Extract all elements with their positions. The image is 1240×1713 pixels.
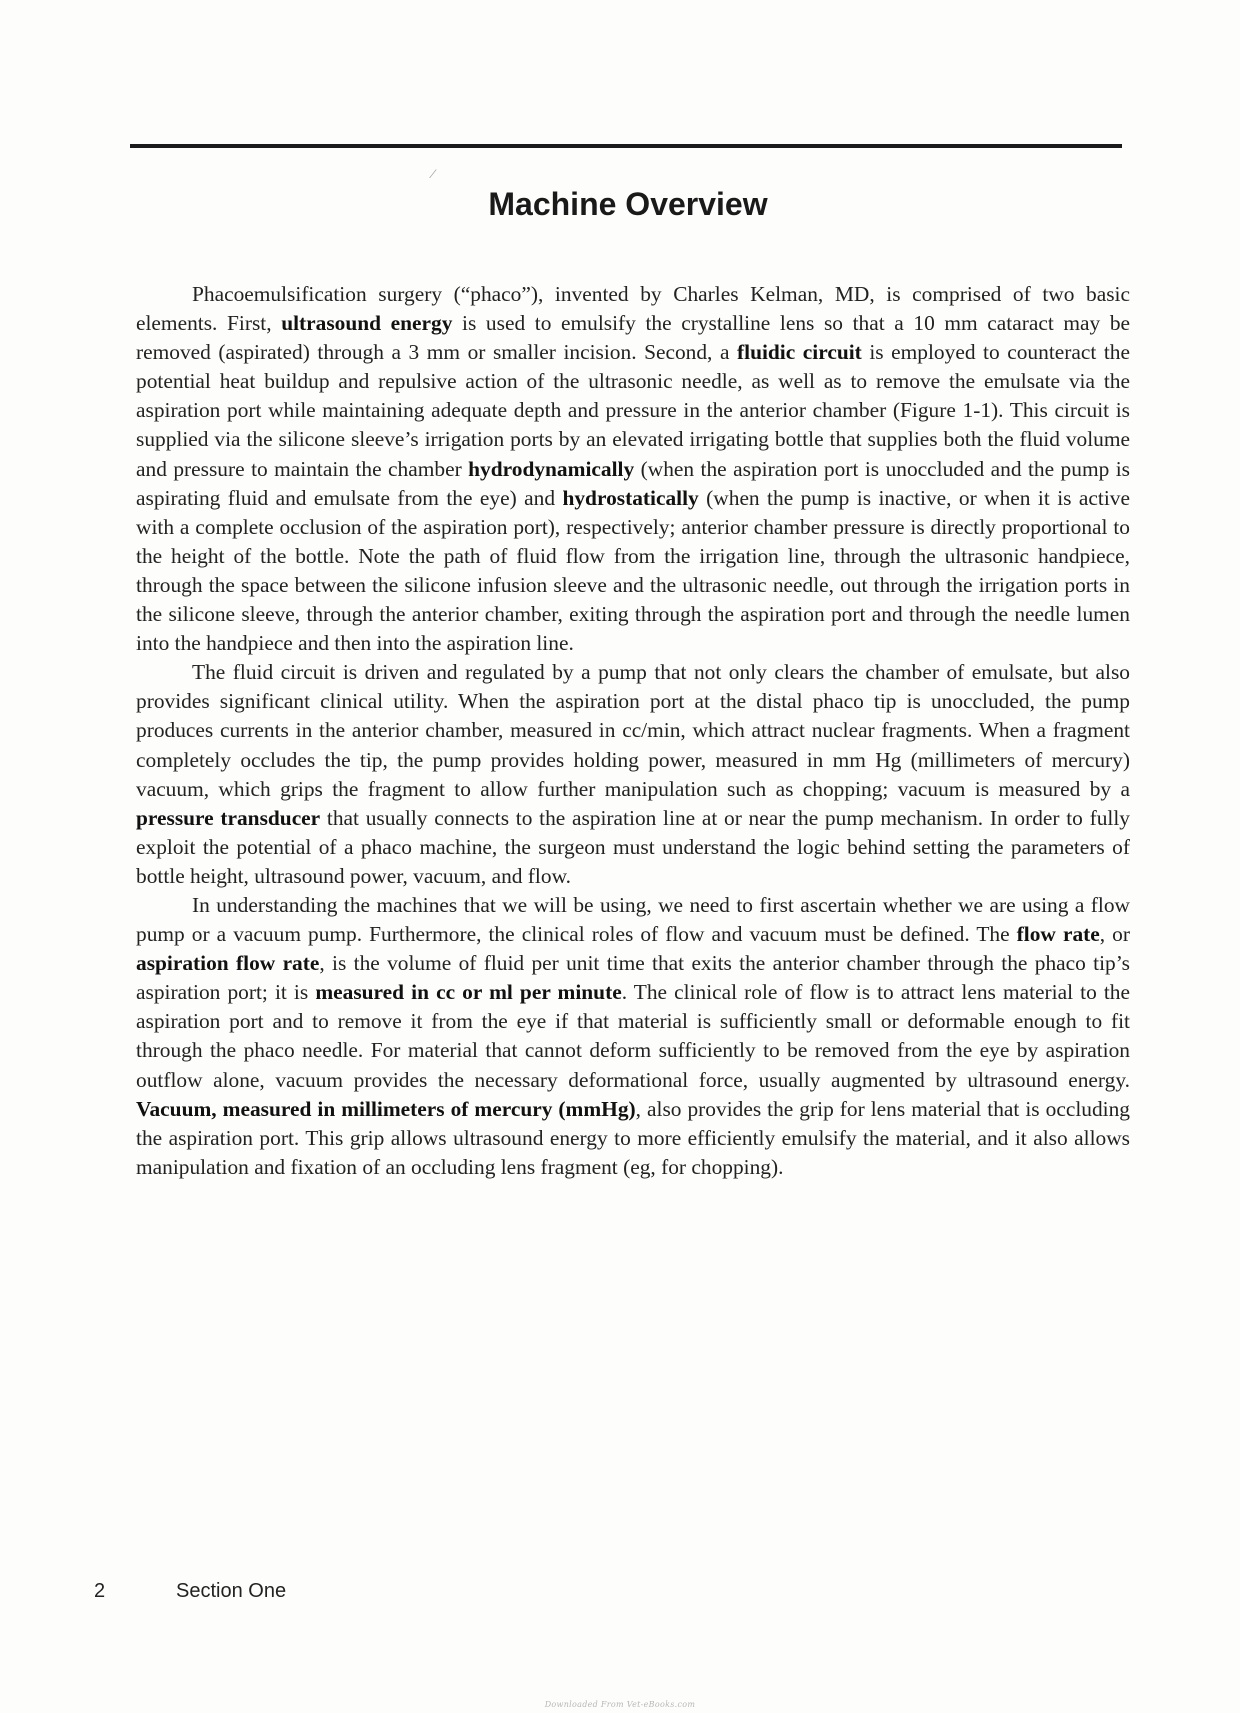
text-run: , or xyxy=(1099,922,1130,947)
text-run: In understanding the machines that we will be using, we need to first ascertain whether we are using a flow pump or a vacuum pump. Furthermore, the clinical roles of flow and vacuum must be defined. The xyxy=(136,892,1130,947)
text-run: is employed to counteract the potential heat buildup and repulsive action of the ultrasonic needle, as well as to remove the emulsate via the aspiration port while maintaining adequate depth and pressure in the anterior chamber (Figure 1-1). This circuit is supplied via the silicone sleeve’s irrigation ports by an elevated irrigating bottle that supplies both the fluid volume and pressure to maintain the chamber xyxy=(136,340,1130,481)
bold-term: hydrodynamically xyxy=(468,456,635,481)
section-label: Section One xyxy=(176,1580,287,1602)
body-text xyxy=(136,280,1130,1182)
text-run: , also provides the grip for lens material that is occluding the aspiration port. This grip allows ultrasound energy to more efficiently emulsify the material, and it also allows manipulation and fixation of an occluding lens fragment (eg, for chopping). xyxy=(136,1096,1130,1179)
bold-term: measured in cc or ml per minute xyxy=(315,980,622,1005)
bold-term: fluidic circuit xyxy=(737,340,862,365)
text-run: (when the aspiration port is unoccluded and the pump is aspirating fluid and emulsate from the eye) and xyxy=(136,456,1131,510)
bold-term: aspiration flow rate xyxy=(136,951,320,976)
stray-mark: ⁄ xyxy=(432,168,434,181)
paragraph-1 xyxy=(136,280,1130,658)
header-rule xyxy=(130,144,1122,148)
text-run: The fluid circuit is driven and regulated by a pump that not only clears the chamber of emulsate, but also provides significant clinical utility. When the aspiration port at the distal phaco tip is unoccluded, the pump produces currents in the anterior chamber, measured in cc/min, which attract nuclear fragments. When a fragment completely occludes the tip, the pump provides holding power, measured in mm Hg (millimeters of mercury) vacuum, which grips the fragment to allow further manipulation such as chopping; vacuum is measured by a xyxy=(136,660,1130,801)
paragraph-3 xyxy=(136,891,1130,1182)
text-run: (when the pump is inactive, or when it is active with a complete occlusion of the aspiration port), respectively; anterior chamber pressure is directly proportional to the height of the bottle. Note the path of fluid flow from the irrigation line, through the ultrasonic handpiece, through the space between the silicone infusion sleeve and the ultrasonic needle, out through the irrigation ports in the silicone sleeve, through the anterior chamber, exiting through the aspiration port and through the needle lumen into the handpiece and then into the aspiration line. xyxy=(136,485,1130,656)
text-run: Phacoemulsification surgery (“phaco”), invented by Charles Kelman, MD, is comprised of two basic elements. First, xyxy=(136,282,1130,336)
text-run: that usually connects to the aspiration line at or near the pump mechanism. In order to fully exploit the potential of a phaco machine, the surgeon must understand the logic behind setting the parameters of bottle height, ultrasound power, vacuum, and flow. xyxy=(136,805,1130,888)
page-number: 2 xyxy=(94,1580,106,1602)
page-title: Machine Overview xyxy=(488,186,768,222)
bold-term: hydrostatically xyxy=(562,485,699,510)
text-run: , is the volume of fluid per unit time that exits the anterior chamber through the phaco tip’s aspiration port; it is xyxy=(136,951,1130,1005)
bold-term: pressure transducer xyxy=(136,805,321,830)
bold-term: flow rate xyxy=(1016,922,1100,947)
watermark: Downloaded From Vet-eBooks.com xyxy=(544,1700,696,1709)
text-run: . The clinical role of flow is to attract lens material to the aspiration port and to remove it from the eye if that material is sufficiently small or deformable enough to fit through the phaco needle. For material that cannot deform sufficiently to be removed from the eye by aspiration outflow alone, vacuum provides the necessary deformational force, usually augmented by ultrasound energy. xyxy=(136,980,1130,1092)
bold-term: Vacuum, measured in millimeters of mercury (mmHg) xyxy=(136,1096,636,1121)
paragraph-2 xyxy=(136,658,1130,891)
bold-term: ultrasound energy xyxy=(281,311,453,336)
text-run: is used to emulsify the crystalline lens so that a 10 mm cataract may be removed (aspirated) through a 3 mm or smaller incision. Second, a xyxy=(136,311,1131,365)
